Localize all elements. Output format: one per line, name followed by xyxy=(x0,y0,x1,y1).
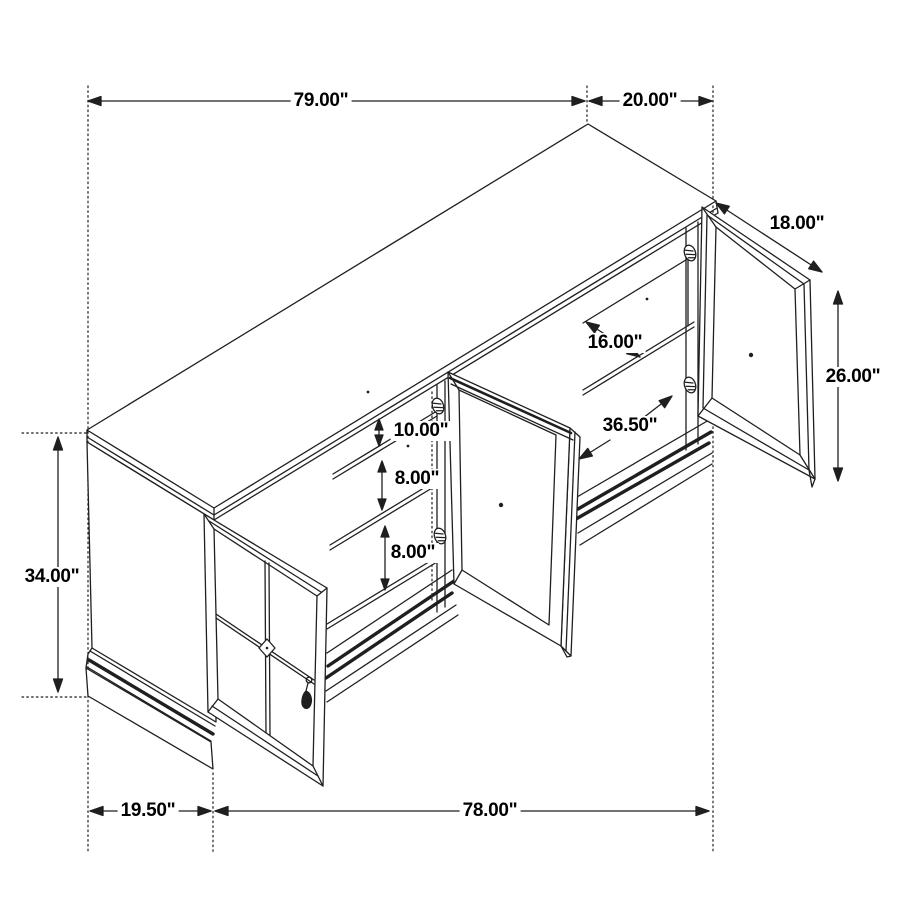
dim-label-door-depth: 18.00" xyxy=(767,214,828,234)
dim-label-overall-height: 34.00" xyxy=(22,567,83,587)
dim-label-base-depth-left: 19.50" xyxy=(118,801,179,821)
dim-label-shelf-gap-top: 10.00" xyxy=(391,421,452,441)
dim-label-shelf-gap-middle: 8.00" xyxy=(392,469,443,489)
dim-label-overall-width: 79.00" xyxy=(291,91,352,111)
dim-label-base-width: 78.00" xyxy=(460,801,521,821)
dim-label-right-door-height: 26.00" xyxy=(823,367,884,387)
dim-label-shelf-depth: 16.00" xyxy=(585,333,646,353)
dim-label-opening-width: 36.50" xyxy=(600,416,661,436)
right-door xyxy=(698,207,815,487)
dim-label-top-depth-right: 20.00" xyxy=(620,91,681,111)
left-door xyxy=(204,514,327,786)
dim-label-shelf-gap-bottom: 8.00" xyxy=(388,543,439,563)
middle-door xyxy=(448,372,580,657)
top-panel xyxy=(87,124,718,520)
